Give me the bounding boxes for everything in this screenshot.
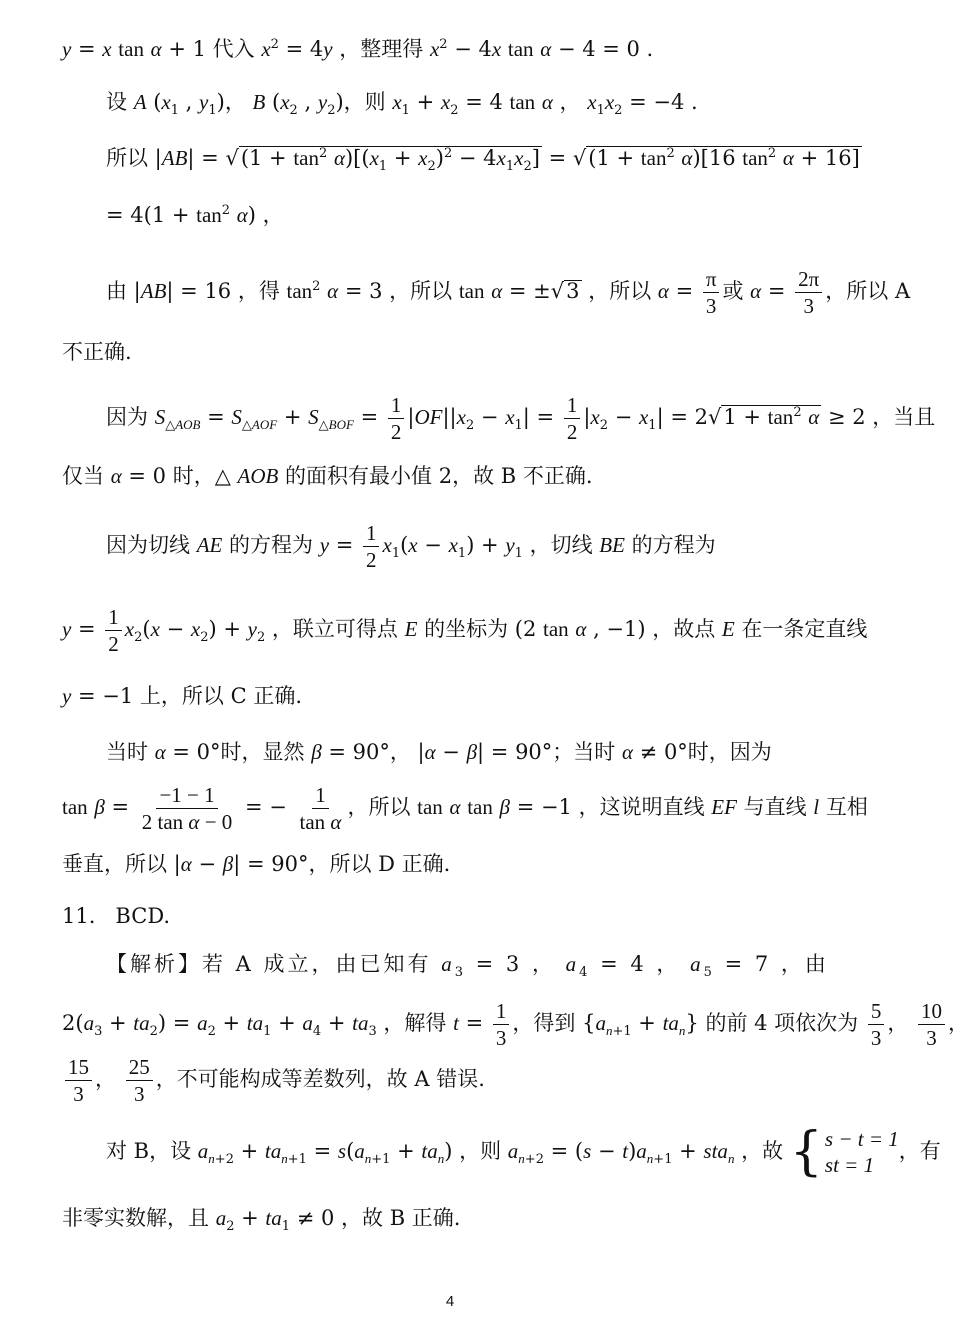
page-number: 4 — [445, 1293, 455, 1310]
text-line-12: 当时 α = 0°时，显然 β = 90°， |α − β| = 90°；当时 α ≠ 0°时，因为 — [106, 740, 772, 764]
text-line-14: 垂直，所以 |α − β| = 90°，所以 D 正确. — [62, 852, 451, 876]
text-line-7: 因为 $S_{\triangle AOB} = S_{\triangle AOF} + S_{\triangle BOF}$ = $\frac{1}{2}$ $|OF||x_2 - x_1|$ = $\frac{1}{2}$ $|x_2 - x_1| = 2√1 + \tan^2 \alpha \ge 2$ ，当且 — [106, 393, 936, 445]
text-line-19: 对 B，设 $a_{n+2} + ta_{n+1} = s(a_{n+1} + ta_n)$ ，则 $a_{n+2} = (s - t)a_{n+1} + sta_n$ ，故 { s − t = 1 st = 1 ，有 — [106, 1122, 941, 1183]
text-line-10: y = $\frac{1}{2}$ $x_2(x - x_2) + y_2$ ，联立可得点 E 的坐标为 (2 tan α , −1) ，故点 E 在一条定直线 — [62, 605, 868, 657]
text-line-1: y = x tan α + 1 代入 $x^2 = 4y$ ，整理得 $x^2 - 4x$ tan α − 4 = 0 . — [62, 37, 654, 61]
text-line-4: = $4(1 + \tan^2 \alpha)$ ， — [106, 203, 284, 227]
text-line-17: $2(a_3 + ta_2) = a_2 + ta_1 + a_4 + ta_3$ ，解得 t = $\frac{1}{3}$ ，得到 $\{a_{n+1} + ta_n\}$ 的前 4 项依次为 $\frac{5}{3}$ ， $\frac{10}{3}$ ， — [62, 999, 969, 1051]
text-line-5: 由 |AB| = 16 ，得 $\tan^2 \alpha = 3$ ，所以 tan α = ±√3 ，所以 α = $\frac{\pi}{3}$ 或 α = $\frac{2\pi}{3}$ ，所以 A — [106, 267, 911, 319]
question-11-answer: 11. BCD. — [62, 904, 171, 928]
text-line-2: 设 A ($x_1$ , $y_1$)， B ($x_2$ , $y_2$)，则 $x_1 + x_2 = 4$ tan α ， $x_1x_2 = -4$ . — [106, 90, 698, 119]
text-line-8: 仅当 α = 0 时，△ AOB 的面积有最小值 2，故 B 不正确. — [62, 464, 593, 488]
text-line-3: 所以 $|AB| = √(1 + \tan^2 \alpha)[(x_1 + x_2)^2 - 4x_1x_2] = √(1 + \tan^2 \alpha)[16$ $\tan^2 \alpha + 16$] — [106, 146, 860, 175]
text-line-18: $\frac{15}{3}$ ， $\frac{25}{3}$ ，不可能构成等差数列，故 A 错误. — [62, 1056, 485, 1105]
text-line-16: 【解析】若 A 成立，由已知有 $a_3 = 3$ ， $a_4 = 4$ ， $a_5 = 7$ ，由 — [106, 952, 829, 981]
text-line-20: 非零实数解，且 $a_2 + ta_1 \ne 0$ ，故 B 正确. — [62, 1206, 461, 1235]
text-line-9: 因为切线 AE 的方程为 y = $\frac{1}{2}$ $x_1(x - x_1) + y_1$ ，切线 BE 的方程为 — [106, 521, 716, 573]
text-line-11: y = −1 上，所以 C 正确. — [62, 684, 302, 708]
text-line-6: 不正确. — [62, 340, 132, 364]
text-line-13: tan β = $\frac{-1 - 1}{\text{2 tan α − 0}}$ = − $\frac{1}{\text{tan α}}$ ，所以 tan α tan β = −1 ，这说明直线 EF 与直线 l 互相 — [62, 783, 868, 835]
